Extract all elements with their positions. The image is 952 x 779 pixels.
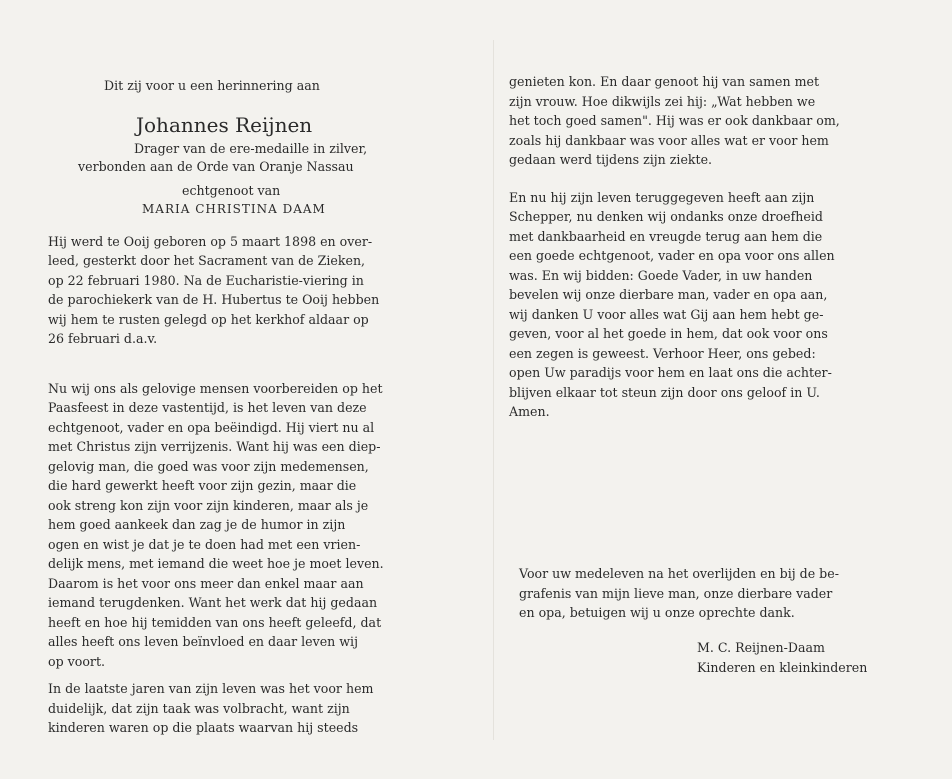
- text-line: delijk mens, met iemand die weet hoe je moet leven.: [48, 556, 384, 571]
- text-line: zijn vrouw. Hoe dikwijls zei hij: „Wat hebben we: [509, 93, 816, 109]
- text-line: Amen.: [509, 404, 550, 419]
- signature-name: M. C. Reijnen-Daam: [697, 640, 825, 655]
- text-line: Hij werd te Ooij geboren op 5 maart 1898 en over-: [48, 233, 373, 249]
- paragraph-together: [509, 72, 882, 170]
- text-line: ook streng kon zijn voor zijn kinderen, maar als je: [48, 497, 369, 513]
- paragraph-life: [48, 379, 443, 672]
- paragraph-birth-death: [48, 232, 443, 349]
- text-line: genieten kon. En daar genoot hij van samen met: [509, 74, 820, 89]
- text-line: grafenis van mijn lieve man, onze dierbare vader: [519, 585, 833, 601]
- text-line: wij danken U voor alles wat Gij aan hem hebt ge-: [509, 306, 824, 322]
- text-line: Daarom is het voor ons meer dan enkel maar aan: [48, 575, 364, 591]
- text-line: gedaan werd tijdens zijn ziekte.: [509, 152, 713, 167]
- text-line: leed, gesterkt door het Sacrament van de Zieken,: [48, 253, 366, 268]
- text-line: een goede echtgenoot, vader en opa voor ons allen: [509, 248, 835, 263]
- text-line: echtgenoot, vader en opa beëindigd. Hij viert nu al: [48, 419, 375, 435]
- right-column: [509, 72, 882, 422]
- text-line: gelovig man, die goed was voor zijn medemensen,: [48, 458, 369, 474]
- text-line: Paasfeest in deze vastentijd, is het leven van deze: [48, 400, 367, 415]
- text-line: zoals hij dankbaar was voor alles wat er voor hem: [509, 132, 829, 148]
- paragraph-prayer: [509, 188, 882, 422]
- text-line: met dankbaarheid en vreugde terug aan hem die: [509, 228, 823, 244]
- text-line: geven, voor al het goede in hem, dat ook voor ons: [509, 326, 828, 341]
- text-line: Voor uw medeleven na het overlijden en bij de be-: [519, 566, 839, 581]
- text-line: open Uw paradijs voor hem en laat ons die achter-: [509, 365, 832, 380]
- text-line: kinderen waren op die plaats waarvan hij steeds: [48, 720, 359, 735]
- text-line: op 22 februari 1980. Na de Eucharistie-viering in: [48, 272, 364, 288]
- text-line: wij hem te rusten gelegd op het kerkhof aldaar op: [48, 311, 369, 327]
- deceased-name: Johannes Reijnen: [136, 112, 313, 137]
- text-line: hem goed aankeek dan zag je de humor in zijn: [48, 517, 346, 532]
- text-line: met Christus zijn verrijzenis. Want hij was een diep-: [48, 439, 381, 454]
- text-line: blijven elkaar tot steun zijn door ons geloof in U.: [509, 384, 820, 400]
- text-line: In de laatste jaren van zijn leven was het voor hem: [48, 681, 374, 696]
- text-line: de parochiekerk van de H. Hubertus te Ooij hebben: [48, 292, 380, 307]
- text-line: het toch goed samen". Hij was er ook dankbaar om,: [509, 113, 840, 128]
- thanks-paragraph: [519, 564, 879, 623]
- text-line: bevelen wij onze dierbare man, vader en opa aan,: [509, 287, 828, 302]
- spouse-name: MARIA CHRISTINA DAAM: [142, 201, 326, 216]
- spouse-intro: echtgenoot van: [182, 182, 281, 198]
- text-line: een zegen is geweest. Verhoor Heer, ons gebed:: [509, 345, 816, 361]
- text-line: Nu wij ons als gelovige mensen voorbereiden op het: [48, 380, 383, 396]
- paragraph-last-years: [48, 679, 443, 738]
- text-line: heeft en hoe hij temidden van ons heeft geleefd, dat: [48, 614, 382, 630]
- honour-line-1: Drager van de ere-medaille in zilver,: [134, 140, 368, 156]
- left-column: [48, 76, 443, 738]
- text-line: die hard gewerkt heeft voor zijn gezin, maar die: [48, 478, 357, 493]
- text-line: was. En wij bidden: Goede Vader, in uw handen: [509, 267, 813, 283]
- text-line: ogen en wist je dat je te doen had met een vrien-: [48, 536, 361, 552]
- text-line: Schepper, nu denken wij ondanks onze droefheid: [509, 209, 823, 224]
- text-line: iemand terugdenken. Want het werk dat hij gedaan: [48, 595, 378, 610]
- signature-block: [697, 638, 867, 678]
- honour-line-2: verbonden aan de Orde van Oranje Nassau: [78, 158, 354, 174]
- text-line: alles heeft ons leven beïnvloed en daar leven wij: [48, 634, 358, 649]
- text-line: en opa, betuigen wij u onze oprechte dank.: [519, 605, 795, 620]
- fold-line: [493, 40, 494, 740]
- signature-family: Kinderen en kleinkinderen: [697, 660, 868, 675]
- intro-line: Dit zij voor u een herinnering aan: [104, 78, 320, 93]
- text-line: En nu hij zijn leven teruggegeven heeft aan zijn: [509, 189, 815, 205]
- text-line: 26 februari d.a.v.: [48, 331, 158, 346]
- text-line: duidelijk, dat zijn taak was volbracht, want zijn: [48, 700, 350, 716]
- text-line: op voort.: [48, 653, 106, 669]
